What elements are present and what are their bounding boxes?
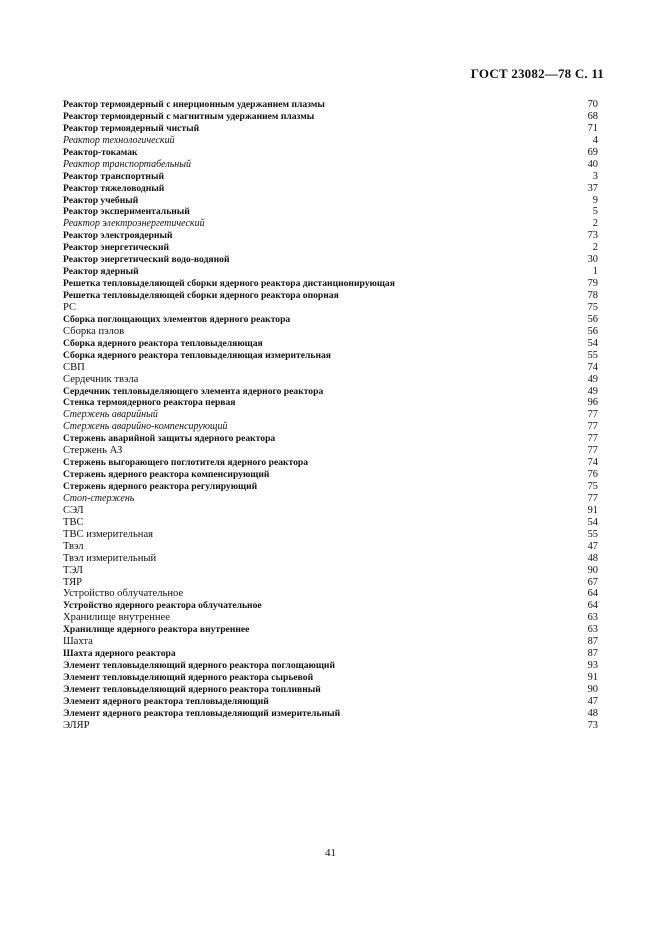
index-entry [63,302,598,314]
index-page-number: 70 [587,99,598,110]
index-term: Элемент тепловыделяющий ядерного реактора поглощающий [63,660,335,672]
index-term: Устройство облучательное [63,588,184,600]
index-term: Сборка ядерного реактора тепловыделяющая измерительная [63,349,331,361]
index-term: Реактор транспортный [63,170,164,182]
index-page-number: 2 [592,218,598,230]
index-term: Сборка пэлов [63,325,125,337]
index-term: Твэл [63,540,84,552]
index-entry [63,493,598,505]
index-term: Стержень АЗ [63,445,123,457]
index-term: Реактор технологический [63,134,175,146]
index-entry [63,660,598,672]
index-term: Элемент ядерного реактора тепловыделяющий [63,695,269,707]
index-page-number: 40 [587,158,598,170]
index-term: ЭЛЯР [63,719,90,731]
index-page-number: 87 [587,648,598,660]
index-entry [63,290,598,302]
index-entry [63,684,598,696]
index-term: Стержень ядерного реактора компенсирующий [63,469,270,481]
index-page-number: 63 [587,624,598,636]
index-entry [63,708,598,720]
index-term: Реактор ядерный [63,266,139,278]
index-entry [63,624,598,636]
index-page-number: 49 [587,385,598,397]
index-entry [63,529,598,541]
index-entry [63,230,598,242]
index-page-number: 71 [587,122,598,134]
index-term: Элемент тепловыделяющий ядерного реактора топливный [63,683,321,695]
index-page-number: 64 [587,588,598,600]
index-entry [63,588,598,600]
index-page-number: 47 [587,695,598,707]
index-entry [63,612,598,624]
index-page-number: 3 [592,170,598,182]
index-term: Реактор энергетический [63,242,170,254]
index-entry [63,553,598,565]
index-page-number: 5 [592,206,598,218]
index-entry [63,218,598,230]
index-entry [63,242,598,254]
index-page-number: 1 [592,266,598,278]
index-page-number: 78 [587,290,598,301]
index-entry [63,421,598,433]
index-page-number: 77 [587,409,598,421]
index-entry [63,183,598,195]
index-entry [63,541,598,553]
index-page-number: 75 [587,301,598,313]
index-page-number: 91 [587,504,598,516]
index-entry [63,600,598,612]
index-term: Реактор-токамак [63,146,138,158]
index-entry [63,326,598,338]
index-page-number: 90 [587,564,598,576]
index-term: Решетка тепловыделяющей сборки ядерного реактора опорная [63,290,339,301]
index-page-number: 67 [587,576,598,588]
index-term: СВП [63,361,85,373]
index-page-number: 56 [587,325,598,337]
index-page-number: 75 [587,481,598,492]
index-entry [63,314,598,326]
index-term: Реактор термоядерный с магнитным удержанием плазмы [63,110,315,122]
index-entry [63,278,598,290]
index-page-number: 49 [587,373,598,385]
index-entry [63,350,598,362]
index-page-number: 63 [587,612,598,624]
index-term: Стоп-стержень [63,492,135,504]
index-page-number: 96 [587,397,598,409]
index-term: Реактор термоядерный чистый [63,122,200,134]
index-entry [63,696,598,708]
index-entry [63,577,598,589]
index-term: Элемент ядерного реактора тепловыделяющий измерительный [63,707,341,719]
index-page-number: 90 [587,683,598,695]
index-term: Сердечник тепловыделяющего элемента ядерного реактора [63,385,324,397]
index-page-number: 47 [587,540,598,552]
index-term: Реактор учебный [63,194,139,206]
index-term: ТЯР [63,576,83,588]
index-page-number: 74 [587,457,598,469]
index-entry [63,565,598,577]
index-list [63,99,598,732]
index-page-number: 77 [587,433,598,445]
index-term: Реактор тяжеловодный [63,182,165,194]
index-term: Стержень ядерного реактора регулирующий [63,481,258,492]
index-entry [63,111,598,123]
index-entry [63,386,598,398]
index-term: Стержень аварийный [63,409,158,421]
index-term: Стержень аварийно-компенсирующий [63,421,228,433]
index-term: Устройство ядерного реактора облучательное [63,600,262,612]
index-page-number: 77 [587,445,598,457]
index-page-number: 30 [587,254,598,266]
index-entry [63,147,598,159]
index-entry [63,99,598,111]
index-term: Шахта ядерного реактора [63,648,176,660]
index-page-number: 77 [587,492,598,504]
index-entry [63,362,598,374]
index-entry [63,159,598,171]
index-term: ТВС [63,516,84,528]
index-term: Сборка ядерного реактора тепловыделяющая [63,337,263,349]
index-page-number: 68 [587,110,598,122]
index-entry [63,433,598,445]
index-page-number: 69 [587,146,598,158]
index-term: Реактор транспортабельный [63,158,192,170]
index-page-number: 91 [587,672,598,683]
index-page-number: 54 [587,516,598,528]
index-page-number: 64 [587,600,598,612]
index-page-number: 37 [587,182,598,194]
index-entry [63,135,598,147]
index-term: Шахта [63,636,93,648]
index-entry [63,397,598,409]
index-entry [63,517,598,529]
index-term: Реактор экспериментальный [63,206,190,218]
index-page-number: 79 [587,278,598,290]
index-page-number: 54 [587,337,598,349]
index-page-number: 55 [587,528,598,540]
index-entry [63,409,598,421]
index-entry [63,648,598,660]
index-page-number: 93 [587,660,598,672]
index-entry [63,123,598,135]
index-term: Реактор энергетический водо-водяной [63,254,230,266]
index-term: Сборка поглощающих элементов ядерного реактора [63,313,291,325]
index-entry [63,469,598,481]
index-term: ТЭЛ [63,564,83,576]
index-term: Стержень выгорающего поглотителя ядерного реактора [63,457,309,469]
index-term: Решетка тепловыделяющей сборки ядерного реактора дистанционирующая [63,278,395,290]
index-term: Элемент тепловыделяющий ядерного реактора сырьевой [63,672,314,683]
index-entry [63,195,598,207]
index-term: Реактор электроэнергетический [63,218,205,230]
index-term: ТВС измерительная [63,528,154,540]
index-term: Сердечник твэла [63,373,139,385]
index-entry [63,445,598,457]
index-page-number: 77 [587,421,598,433]
index-entry [63,266,598,278]
index-page-number: 55 [587,349,598,361]
index-entry [63,254,598,266]
index-page-number: 48 [587,707,598,719]
index-term: Хранилище ядерного реактора внутреннее [63,624,250,636]
index-page-number: 2 [592,242,598,254]
index-page-number: 73 [587,230,598,242]
index-term: Стенка термоядерного реактора первая [63,397,236,409]
index-page-number: 87 [587,636,598,648]
index-entry [63,171,598,183]
index-entry [63,672,598,684]
index-entry [63,720,598,732]
index-term: Реактор электроядерный [63,230,173,242]
index-page-number: 74 [587,361,598,373]
index-page-number: 48 [587,552,598,564]
index-term: СЭЛ [63,504,84,516]
index-entry [63,457,598,469]
index-page-number: 73 [587,719,598,731]
index-term: Стержень аварийной защиты ядерного реактора [63,433,276,445]
index-page-number: 4 [592,134,598,146]
page-number: 41 [325,847,336,859]
index-entry [63,374,598,386]
index-entry [63,481,598,493]
index-term: РС [63,301,77,313]
page-header: ГОСТ 23082—78 С. 11 [470,66,604,81]
index-term: Реактор термоядерный с инерционным удержанием плазмы [63,99,325,110]
index-page-number: 56 [587,313,598,325]
index-entry [63,505,598,517]
index-page-number: 76 [587,469,598,481]
index-term: Хранилище внутреннее [63,612,170,624]
index-entry [63,206,598,218]
index-page-number: 9 [592,194,598,206]
index-entry [63,338,598,350]
index-entry [63,636,598,648]
index-term: Твэл измерительный [63,552,157,564]
